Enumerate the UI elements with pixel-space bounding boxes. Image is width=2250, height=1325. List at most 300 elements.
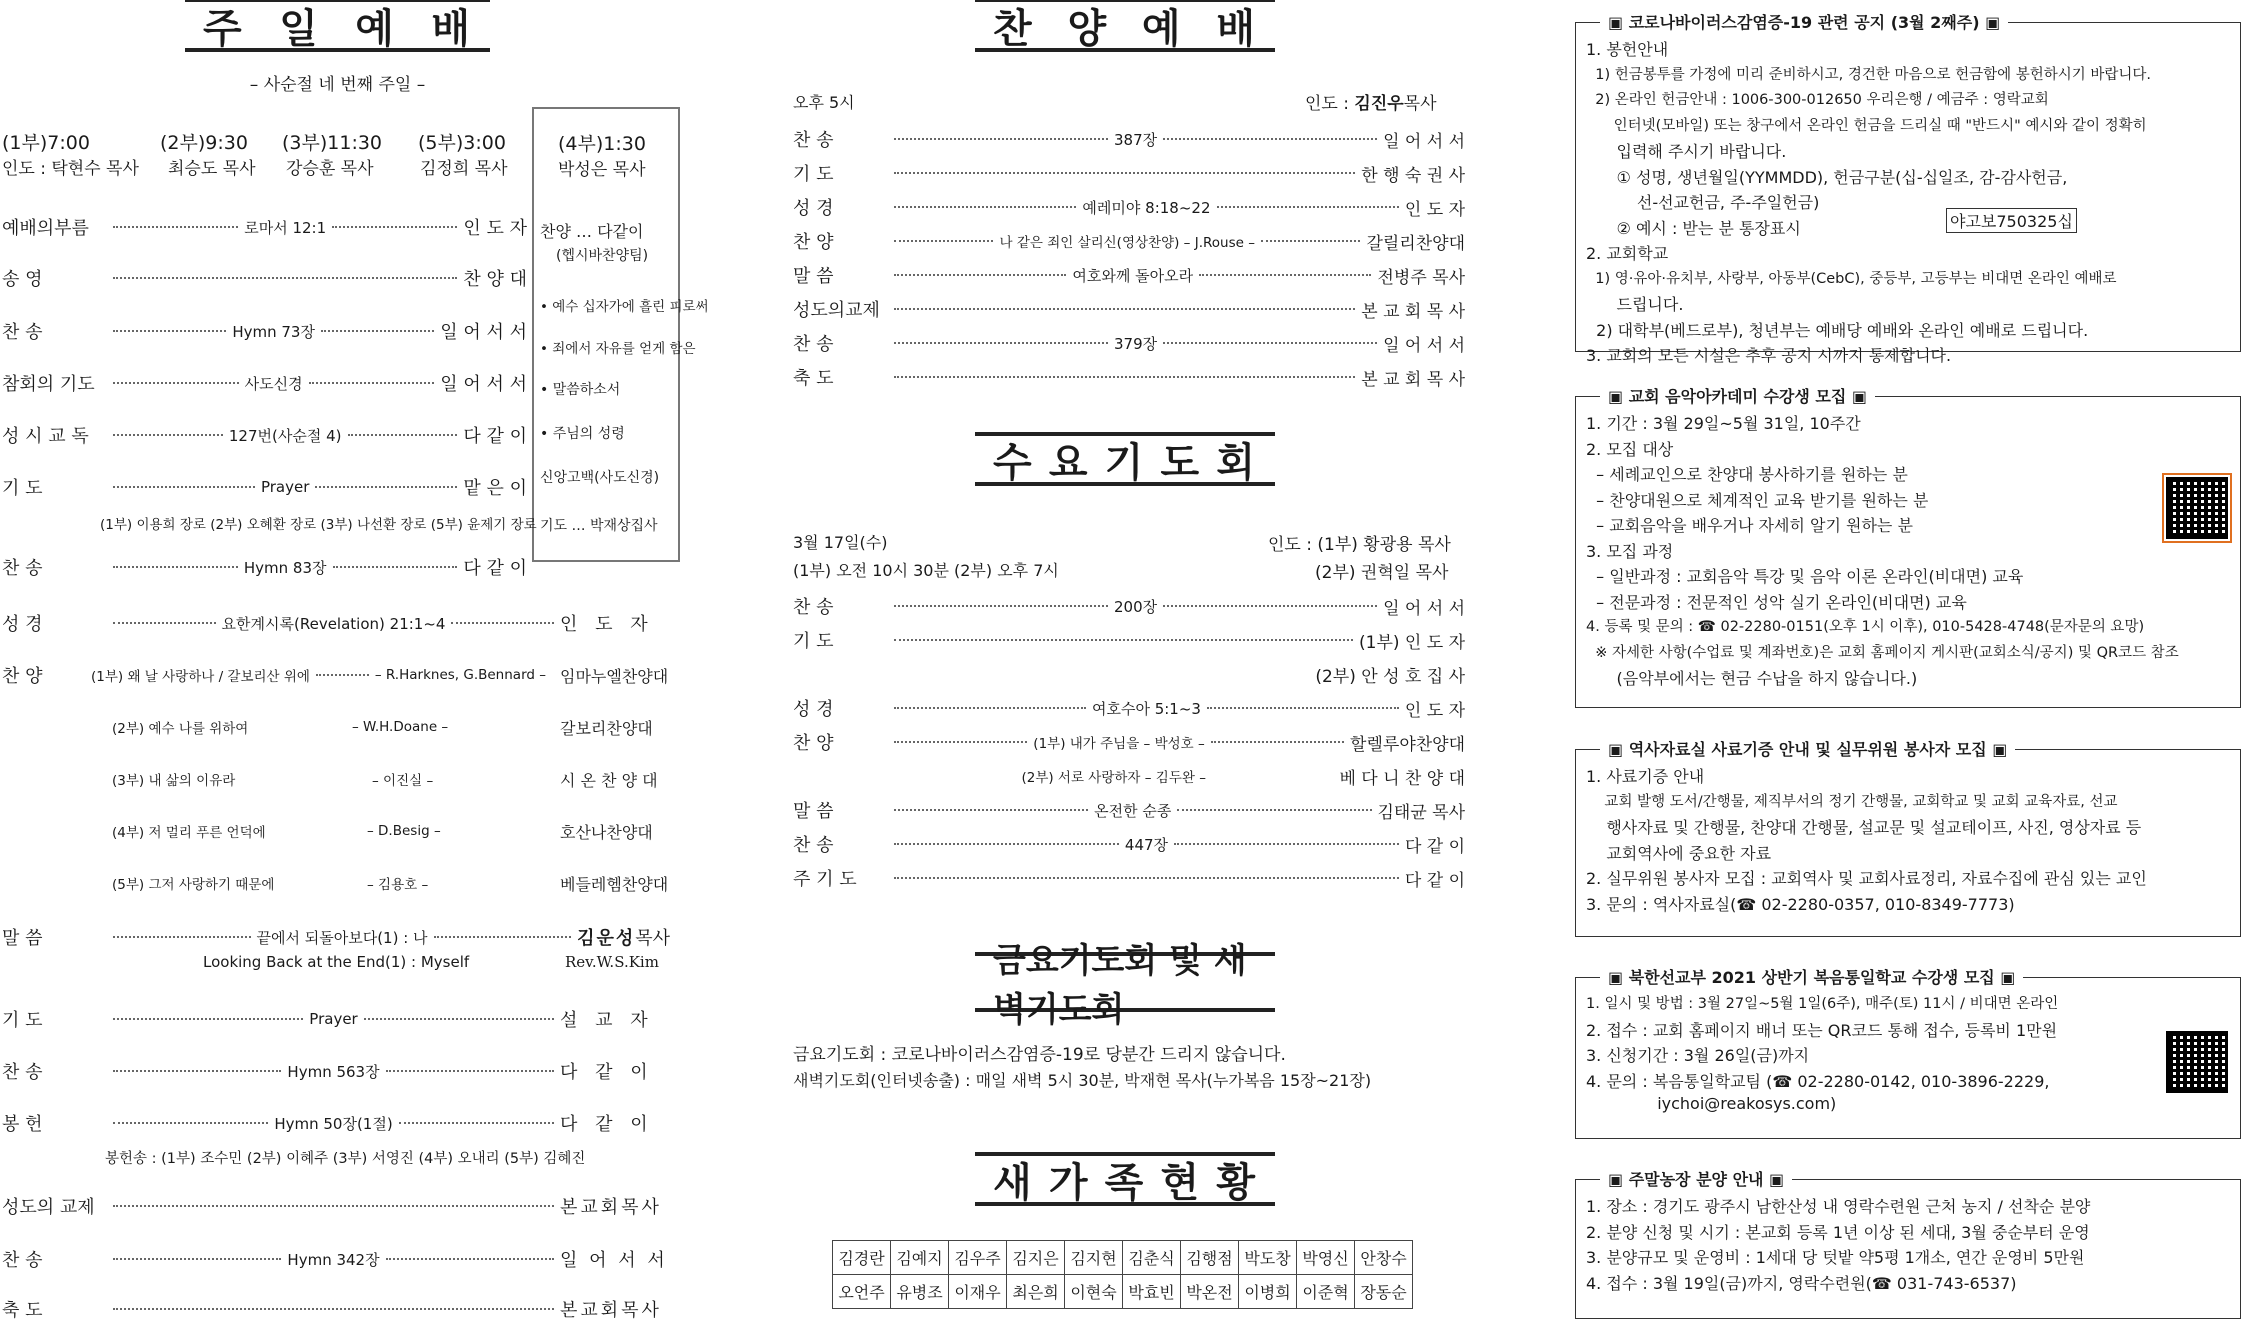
notice-line: 1. 봉헌안내 <box>1586 40 1669 59</box>
sunday-service-banner <box>185 0 490 52</box>
dot-leader <box>315 486 457 488</box>
order-label: 성도의교제 <box>793 300 880 321</box>
anthem-title: (5부) 그저 사랑하기 때문에 <box>112 877 275 893</box>
dot-leader <box>332 226 457 228</box>
order-row <box>793 831 1465 857</box>
dot-leader <box>113 1018 303 1020</box>
order-item: Hymn 342장 <box>287 1250 380 1269</box>
order-item: Hymn 50장(1절) <box>274 1114 393 1133</box>
notice-line: – 교회음악을 배우거나 자세히 알기 원하는 분 <box>1586 516 1913 535</box>
order-role: 갈릴리찬양대 <box>1366 233 1465 254</box>
notice-line: 2. 모집 대상 <box>1586 439 1674 459</box>
banner-char: 회 <box>1216 439 1257 486</box>
order-role: (1부) 인 도 자 <box>1359 632 1465 653</box>
banner-char: 족 <box>1104 1159 1146 1206</box>
praise-team: (헵시바찬양팀) <box>556 248 649 264</box>
order-label: 찬 송 <box>793 835 834 856</box>
order-label: 성 경 <box>2 614 43 635</box>
banner-char: 찬 <box>993 5 1034 52</box>
service-leader: 김정희 목사 <box>420 159 508 179</box>
order-label: 기 도 <box>793 631 834 652</box>
dot-leader <box>1217 206 1399 208</box>
banner-char: 일 <box>279 5 320 52</box>
notice-line: 입력해 주시기 바랍니다. <box>1586 142 1787 161</box>
notice-line: – 찬양대원으로 체계적인 교육 받기를 원하는 분 <box>1586 490 1929 510</box>
family-name-cell: 김경란 <box>833 1241 891 1275</box>
table-row <box>833 1275 1413 1309</box>
anthem-choir: 갈보리찬양대 <box>560 718 653 738</box>
order-label: 찬 송 <box>2 1062 43 1083</box>
order-row <box>793 797 1465 823</box>
banner-char: 주 <box>203 5 244 52</box>
order-item: 온전한 순종 <box>1094 801 1172 820</box>
order-role: 인 도 자 <box>463 218 528 239</box>
order-row <box>793 194 1465 220</box>
service-leader: 인도 : 탁현수 목사 <box>2 159 139 179</box>
order-label: 참회의 기도 <box>2 374 95 395</box>
order-label: 예배의부름 <box>2 218 89 239</box>
unification-school-notice <box>1575 968 2241 1139</box>
order-role: 일 어 서 서 <box>1383 335 1465 356</box>
notice-line: 4. 문의 : 복음통일학교팀 (☎ 02-2280-0142, 010-3896-2229, <box>1586 1071 2050 1091</box>
dot-leader <box>894 707 1086 709</box>
family-name-cell: 최은희 <box>1007 1275 1065 1309</box>
banner-char: 도 <box>1160 439 1202 486</box>
preacher-name: 김운성 <box>577 928 636 949</box>
order-role: 찬 양 대 <box>463 269 527 290</box>
order-row <box>793 364 1465 390</box>
anthem-composer: – D.Besig – <box>367 823 441 839</box>
notice-line: – 세례교인으로 찬양대 봉사하기를 원하는 분 <box>1586 465 1908 484</box>
notice-line: 1. 장소 : 경기도 광주시 남한산성 내 영락수련원 근처 농지 / 선착순 분양 <box>1586 1197 2091 1216</box>
notice-line: 1) 영·유아·유치부, 사랑부, 아동부(CebC), 중등부, 고등부는 비대면 온라인 예배로 <box>1586 270 2117 287</box>
fourth-service-box <box>532 107 709 562</box>
dot-leader <box>894 172 1355 174</box>
dot-leader <box>894 639 1353 641</box>
anthem-title: (4부) 저 멀리 푸른 언덕에 <box>112 825 266 841</box>
order-row <box>793 126 1465 152</box>
notice-line: ② 예시 : 받는 분 통장표시 <box>1586 218 1801 238</box>
order-label: 찬 송 <box>793 130 834 151</box>
order-label: 찬 송 <box>793 597 834 618</box>
order-role: 일 어 서 서 <box>560 1250 668 1271</box>
order-role: 다 같 이 <box>463 558 528 579</box>
order-label: 말 씀 <box>793 801 834 822</box>
order-item: Hymn 73장 <box>232 322 315 341</box>
order-item: 여호수아 5:1~3 <box>1091 699 1201 718</box>
order-label: 성 시 교 독 <box>2 426 89 447</box>
notice-line: 1. 사료기증 안내 <box>1586 767 1705 786</box>
order-item: 사도신경 <box>244 374 303 393</box>
anthem-choir: 베들레헴찬양대 <box>560 874 669 894</box>
notice-line: 2. 실무위원 봉사자 모집 : 교회역사 및 교회사료정리, 자료수집에 관심 있는 교인 <box>1586 869 2147 888</box>
notice-line: – 전문과정 : 전문적인 성악 실기 온라인(비대면) 교육 <box>1586 592 1967 612</box>
dot-leader <box>1163 605 1377 607</box>
notice-line: ① 성명, 생년월일(YYMMDD), 헌금구분(십-십일조, 감-감사헌금, <box>1586 167 2068 187</box>
notice-title: ▣ 코로나바이러스감염증-19 관련 공지 (3월 2째주) ▣ <box>1600 10 2008 33</box>
dot-leader <box>894 138 1108 140</box>
banner-char: 요 <box>1048 439 1090 486</box>
notices-column <box>1575 0 2245 1325</box>
anthem-title: (1부) 왜 날 사랑하나 / 갈보리산 위에 <box>91 669 310 685</box>
dot-leader <box>399 1122 554 1124</box>
order-row <box>2 1006 670 1032</box>
service-time: (2부)9:30 <box>160 132 248 154</box>
order-role: 본 교 회 목 사 <box>1361 301 1465 322</box>
leader-title: 목사 <box>1403 94 1437 114</box>
dot-leader <box>894 605 1108 607</box>
dot-leader <box>894 741 1027 743</box>
order-row <box>2 1058 670 1084</box>
order-item: 요한계시록(Revelation) 21:1~4 <box>221 614 446 633</box>
family-name-cell: 안창수 <box>1355 1241 1413 1275</box>
dot-leader <box>113 382 239 384</box>
order-label: 찬 양 <box>793 232 834 253</box>
banner-char: 가 <box>1048 1159 1090 1206</box>
notice-title: ▣ 북한선교부 2021 상반기 복음통일학교 수강생 모집 ▣ <box>1600 965 2023 988</box>
family-name-cell: 박도창 <box>1239 1241 1297 1275</box>
order-row <box>2 474 527 500</box>
notice-line: 2. 교회학교 <box>1586 244 1669 263</box>
service-time: (5부)3:00 <box>418 132 506 154</box>
banner-char: 양 <box>1067 5 1109 52</box>
service-leader: 강승훈 목사 <box>286 159 374 179</box>
family-name-cell: 김춘식 <box>1123 1241 1181 1275</box>
anthem-composer: – W.H.Doane – <box>352 719 449 735</box>
order-item: 387장 <box>1113 130 1158 149</box>
service-leader: 최승도 목사 <box>168 159 256 179</box>
order-row <box>2 1246 670 1272</box>
order-label: 성 경 <box>793 699 834 720</box>
notice-line: 선-선교헌금, 주-주일헌금) <box>1586 193 1820 212</box>
anthem-row <box>2 662 670 688</box>
order-role: 일 어 서 서 <box>440 322 527 343</box>
notice-line: ※ 자세한 사항(수업료 및 계좌번호)은 교회 홈페이지 게시판(교회소식/공지) 및 QR코드 참조 <box>1586 644 2179 661</box>
praise-song: • 죄에서 자유를 얻게 함은 <box>540 341 696 357</box>
notice-line: 2. 분양 신청 및 시기 : 본교회 등록 1년 이상 된 세대, 3월 중순부터 운영 <box>1586 1222 2090 1242</box>
order-role: 다 같 이 <box>1404 836 1466 857</box>
dot-leader <box>113 566 238 568</box>
order-label: 성 경 <box>793 198 834 219</box>
dot-leader <box>113 936 251 938</box>
order-item: 200장 <box>1113 597 1158 616</box>
order-label: 축 도 <box>793 368 834 389</box>
order-role: 한 행 숙 권 사 <box>1361 165 1465 186</box>
order-row <box>793 661 1465 687</box>
dot-leader <box>113 434 223 436</box>
friday-banner: 금요기도회 및 새벽기도회 <box>975 952 1275 1012</box>
order-row <box>2 554 527 580</box>
anthem-choir: 임마누엘찬양대 <box>560 666 669 686</box>
dot-leader <box>894 809 1088 811</box>
notice-line: 교회역사에 중요한 자료 <box>1586 843 1772 863</box>
order-row <box>793 160 1465 186</box>
order-label: 말 씀 <box>2 928 43 949</box>
order-role: 일 어 서 서 <box>440 374 527 395</box>
notice-title: ▣ 역사자료실 사료기증 안내 및 실무위원 봉사자 모집 ▣ <box>1600 737 2015 760</box>
dot-leader <box>113 622 216 624</box>
dot-leader <box>316 674 369 676</box>
dot-leader <box>894 308 1355 310</box>
dot-leader <box>113 1205 554 1207</box>
order-role: 할렐루야찬양대 <box>1350 734 1466 755</box>
dot-leader <box>894 274 1066 276</box>
dot-leader <box>113 1258 281 1260</box>
dot-leader <box>894 240 993 242</box>
dot-leader <box>451 622 554 624</box>
notice-line: 4. 접수 : 3월 19일(금)까지, 영락수련원(☎ 031-743-6537) <box>1586 1273 2017 1293</box>
sunday-service-column <box>0 0 709 1325</box>
order-label: 찬 송 <box>2 322 43 343</box>
dot-leader <box>894 342 1108 344</box>
order-label: 찬 송 <box>2 558 43 579</box>
new-family-table <box>832 1240 1413 1309</box>
order-role: 일 어 서 서 <box>1383 598 1465 619</box>
order-role: 베 다 니 찬 양 대 <box>1339 768 1465 789</box>
order-label: 주 기 도 <box>793 869 857 890</box>
service-leader: 박성은 목사 <box>558 160 646 180</box>
leader-name: 김진우 <box>1354 94 1404 114</box>
dot-leader <box>113 330 226 332</box>
wednesday-date: 3월 17일(수) <box>793 533 888 552</box>
dot-leader <box>434 936 572 938</box>
anthem-choir: 시 온 찬 양 대 <box>560 770 658 790</box>
sunday-subtitle: – 사순절 네 번째 주일 – <box>249 75 426 95</box>
family-name-cell: 김행점 <box>1181 1241 1239 1275</box>
anthem-title: (3부) 내 삶의 이유라 <box>112 773 236 789</box>
order-label: 찬 송 <box>2 1250 43 1271</box>
dot-leader <box>1177 809 1371 811</box>
order-item: Hymn 83장 <box>243 558 327 577</box>
family-name-cell: 김우주 <box>949 1241 1007 1275</box>
order-row <box>793 296 1465 322</box>
order-row <box>793 593 1465 619</box>
notice-line: 1) 헌금봉투를 가정에 미리 준비하시고, 경건한 마음으로 헌금함에 봉헌하시기 바랍니다. <box>1586 66 2152 83</box>
order-role: 김태균 목사 <box>1377 802 1466 823</box>
order-item: 예레미야 8:18~22 <box>1082 198 1211 217</box>
banner-char: 배 <box>1216 5 1257 52</box>
anthem-row <box>112 818 670 844</box>
sermon-row <box>2 924 670 950</box>
notice-line: 2) 대학부(베드로부), 청년부는 예배당 예배와 온라인 예배로 드립니다. <box>1586 320 2089 340</box>
order-role: 본교회목사 <box>560 1300 662 1321</box>
family-name-cell: 김지현 <box>1065 1241 1123 1275</box>
praise-service-time: 오후 5시 <box>793 93 855 112</box>
dot-leader <box>1207 707 1399 709</box>
dot-leader <box>1174 843 1399 845</box>
anthem-composer: – 김용호 – <box>367 877 429 893</box>
dot-leader <box>364 1018 554 1020</box>
family-name-cell: 김지은 <box>1007 1241 1065 1275</box>
order-role: 인 도 자 <box>1404 199 1465 220</box>
new-family-banner <box>975 1152 1275 1206</box>
leader-label: 인도 : <box>1305 94 1349 114</box>
offering-note: 봉헌송 : (1부) 조수민 (2부) 이혜주 (3부) 서영진 (4부) 오내리 (5부) 김혜진 <box>105 1151 586 1167</box>
order-label: 기 도 <box>793 164 834 185</box>
family-name-cell: 박온전 <box>1181 1275 1239 1309</box>
praise-service-leader <box>1305 89 1437 114</box>
service-time: (3부)11:30 <box>282 132 383 154</box>
banner-char: 현 <box>1160 1159 1202 1206</box>
prayer-line: 기도 … 박재상집사 <box>540 518 658 534</box>
anthem-title: (2부) 예수 나를 위하여 <box>112 721 249 737</box>
order-label: 찬 양 <box>2 666 43 687</box>
order-label: 찬 송 <box>793 334 834 355</box>
order-role: 본교회목사 <box>560 1197 662 1218</box>
order-label: 기 도 <box>2 478 43 499</box>
notice-line: 1. 기간 : 3월 29일~5월 31일, 10주간 <box>1586 414 1861 433</box>
banner-char: 황 <box>1216 1159 1257 1206</box>
service-time: (1부)7:00 <box>2 132 90 154</box>
order-row <box>793 330 1465 356</box>
order-label: 찬 양 <box>793 733 834 754</box>
qr-code-icon[interactable] <box>2166 477 2228 539</box>
family-name-cell: 이재우 <box>949 1275 1007 1309</box>
notice-line: 3. 문의 : 역사자료실(☎ 02-2280-0357, 010-8349-7773) <box>1586 894 2015 914</box>
notice-title: ▣ 주말농장 분양 안내 ▣ <box>1600 1167 1792 1190</box>
dot-leader <box>1199 274 1371 276</box>
banner-char: 수 <box>993 439 1034 486</box>
praise-song: • 말씀하소서 <box>540 382 621 398</box>
order-item: (2부) 서로 사랑하자 – 김두완 – <box>1021 770 1206 786</box>
sermon-title: 끝에서 되돌아보다(1) : 나 <box>256 928 428 947</box>
notice-title: ▣ 교회 음악아카데미 수강생 모집 ▣ <box>1600 384 1875 407</box>
order-role: 설 교 자 <box>560 1010 654 1031</box>
anthem-choir: 호산나찬양대 <box>560 822 653 842</box>
preacher-name-en: Rev.W.S.Kim <box>565 953 659 971</box>
wednesday-leader-1: 인도 : (1부) 황광용 목사 <box>1268 535 1451 555</box>
notice-line: 3. 분양규모 및 운영비 : 1세대 당 텃밭 약5평 1개소, 연간 운영비 5만원 <box>1586 1248 2085 1267</box>
anthem-composer: – R.Harknes, G.Bennard – <box>374 667 546 683</box>
dot-leader <box>894 376 1355 378</box>
dot-leader <box>309 382 435 384</box>
middle-column <box>790 0 1470 1325</box>
family-name-cell: 박영신 <box>1297 1241 1355 1275</box>
order-role: 다 같 이 <box>463 426 527 447</box>
table-row <box>833 1241 1413 1275</box>
notice-line: 드립니다. <box>1586 295 1684 314</box>
order-label: 말 씀 <box>793 266 834 287</box>
friday-line: 금요기도회 : 코로나바이러스감염증-19로 당분간 드리지 않습니다. <box>793 1045 1286 1065</box>
order-row <box>2 265 527 291</box>
qr-code-icon[interactable] <box>2166 1031 2228 1093</box>
order-item: Prayer <box>260 478 310 496</box>
order-role: 다 같 이 <box>560 1114 654 1135</box>
offering-example-box: 야고보750325십 <box>1946 208 2077 233</box>
order-label: 축 도 <box>2 1300 43 1321</box>
order-label: 봉 헌 <box>2 1114 43 1135</box>
order-row <box>793 695 1465 721</box>
order-role: 다 같 이 <box>560 1062 654 1083</box>
dot-leader <box>113 226 238 228</box>
dot-leader <box>894 206 1076 208</box>
dot-leader <box>113 277 457 279</box>
order-role: 맡 은 이 <box>463 478 527 499</box>
music-academy-notice <box>1575 387 2241 708</box>
praise-service-banner <box>975 0 1275 52</box>
banner-char: 기 <box>1104 439 1146 486</box>
family-name-cell: 이준혁 <box>1297 1275 1355 1309</box>
service-time: (4부)1:30 <box>558 133 646 155</box>
order-item: 379장 <box>1113 334 1158 353</box>
dot-leader <box>1163 342 1377 344</box>
order-row <box>793 262 1465 288</box>
dot-leader <box>333 566 458 568</box>
banner-char: 예 <box>355 5 396 52</box>
notice-line: 3. 모집 과정 <box>1586 541 1674 561</box>
dot-leader <box>1261 240 1360 242</box>
dot-leader <box>386 1070 554 1072</box>
family-name-cell: 오언주 <box>833 1275 891 1309</box>
order-role: 인 도 자 <box>1404 700 1465 721</box>
notice-line: 4. 등록 및 문의 : ☎ 02-2280-0151(오후 1시 이후), 010-5428-4748(문자문의 요망) <box>1586 619 2145 635</box>
order-item: 로마서 12:1 <box>244 218 327 237</box>
anthem-row <box>112 714 670 740</box>
family-name-cell: 장동순 <box>1355 1275 1413 1309</box>
order-row <box>2 370 527 396</box>
dot-leader <box>1211 741 1344 743</box>
archive-notice <box>1575 740 2241 937</box>
order-role: 일 어 서 서 <box>1383 131 1465 152</box>
banner-char: 배 <box>431 5 472 52</box>
wednesday-banner <box>975 432 1275 486</box>
sermon-title-en: Looking Back at the End(1) : Myself <box>203 953 470 971</box>
order-row <box>2 214 527 240</box>
notice-line: 2. 접수 : 교회 홈페이지 배너 또는 QR코드 통해 접수, 등록비 1만원 <box>1586 1020 2058 1040</box>
order-row <box>793 729 1465 755</box>
order-row <box>2 318 527 344</box>
notice-line: 인터넷(모바일) 또는 창구에서 온라인 헌금을 드리실 때 "반드시" 예시와 같이 정확히 <box>1586 117 2147 134</box>
notice-line: – 일반과정 : 교회음악 특강 및 음악 이론 온라인(비대면) 교육 <box>1586 567 2024 586</box>
family-name-cell: 이병희 <box>1239 1275 1297 1309</box>
family-name-cell: 유병조 <box>891 1275 949 1309</box>
notice-line: 교회 발행 도서/간행물, 제직부서의 정기 간행물, 교회학교 및 교회 교육자료, 선교 <box>1586 793 2118 810</box>
wednesday-leader-2: (2부) 권혁일 목사 <box>1315 563 1449 583</box>
notice-line: 2) 온라인 헌금안내 : 1006-300-012650 우리은행 / 예금주 : 영락교회 <box>1586 92 2049 108</box>
banner-char: 예 <box>1141 5 1183 52</box>
dot-leader <box>1163 138 1377 140</box>
order-item: Hymn 563장 <box>287 1062 380 1081</box>
dot-leader <box>113 1122 268 1124</box>
order-item: 나 같은 죄인 살리신(영상찬양) – J.Rouse – <box>999 235 1255 251</box>
notice-line: 3. 신청기간 : 3월 26일(금)까지 <box>1586 1046 1810 1065</box>
service-times <box>0 128 530 188</box>
order-row <box>793 627 1465 653</box>
order-role: 전병주 목사 <box>1377 267 1465 288</box>
dot-leader <box>321 330 434 332</box>
order-row <box>793 763 1465 789</box>
dot-leader <box>386 1258 554 1260</box>
praise-song: • 예수 십자가에 흘린 피로써 <box>540 299 709 315</box>
wednesday-times: (1부) 오전 10시 30분 (2부) 오후 7시 <box>793 561 1059 580</box>
order-role: 인 도 자 <box>560 614 654 635</box>
order-role: (2부) 안 성 호 집 사 <box>1315 666 1465 687</box>
banner-char: 새 <box>993 1159 1034 1206</box>
family-name-cell: 박효빈 <box>1123 1275 1181 1309</box>
notice-line: 행사자료 및 간행물, 찬양대 간행물, 설교문 및 설교테이프, 사진, 영상자료 등 <box>1586 818 2142 837</box>
order-item: 127번(사순절 4) <box>228 426 342 445</box>
order-row <box>2 1296 670 1322</box>
covid-notice <box>1575 13 2241 365</box>
order-item: Prayer <box>309 1010 358 1028</box>
weekend-farm-notice <box>1575 1170 2241 1319</box>
anthem-composer: – 이진실 – <box>372 773 434 789</box>
family-name-cell: 이현숙 <box>1065 1275 1123 1309</box>
order-row <box>2 610 670 636</box>
notice-line: 3. 교회의 모든 시설은 추후 공지 시까지 통제합니다. <box>1586 346 1952 365</box>
dawn-prayer-line: 새벽기도회(인터넷송출) : 매일 새벽 5시 30분, 박재현 목사(누가복음 15장~21장) <box>793 1071 1372 1090</box>
order-role: 본 교 회 목 사 <box>1361 369 1465 390</box>
